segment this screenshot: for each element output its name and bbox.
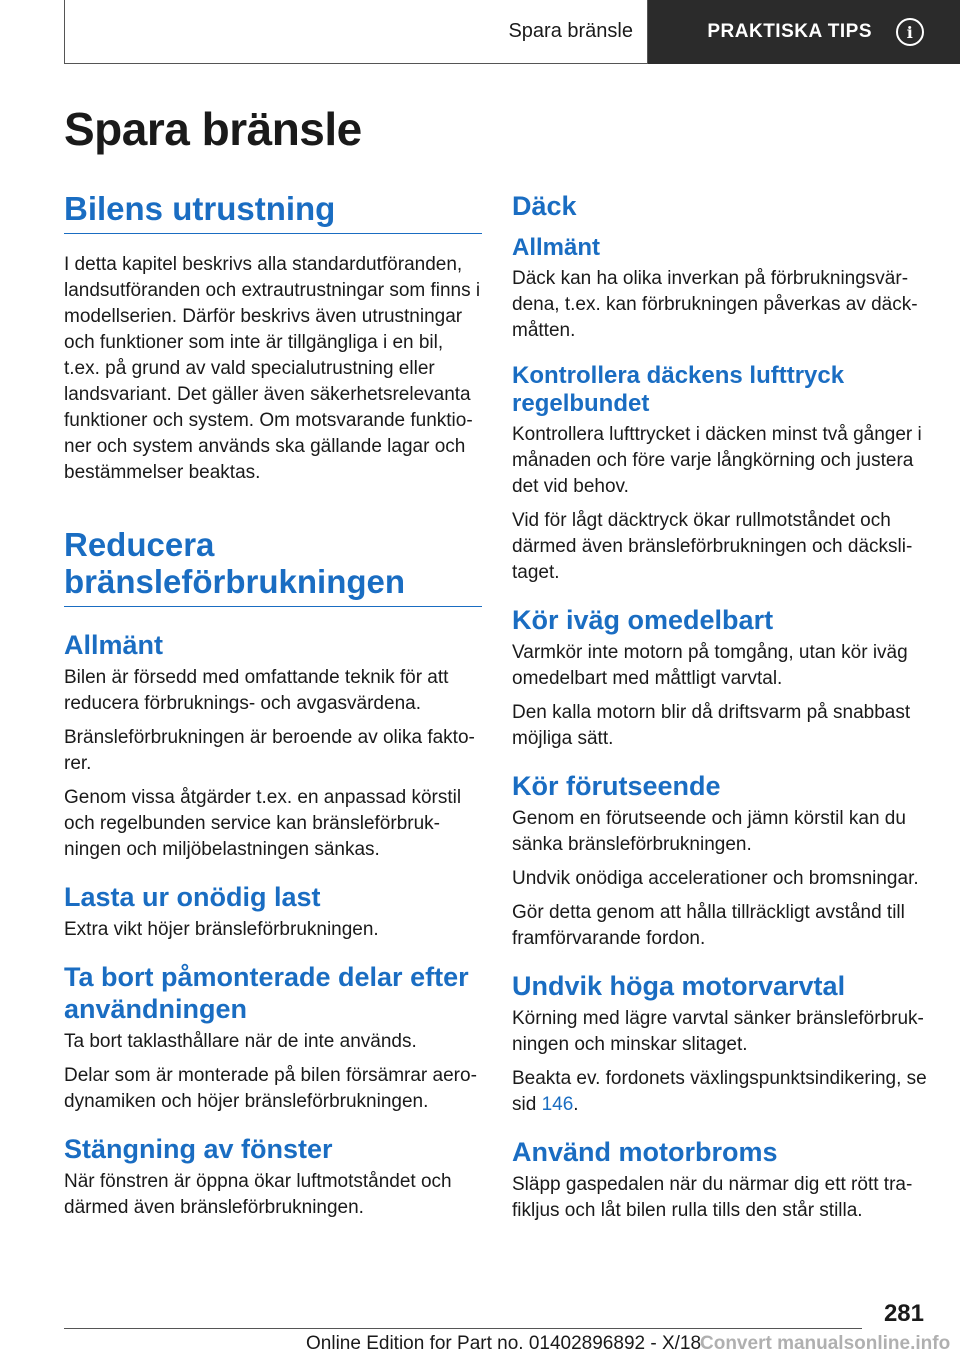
paragraph: Körning med lägre varvtal sänker bränsleförbrukningen och minskar slitaget. — [512, 1008, 924, 1055]
subheading-stangning: Stängning av fönster — [64, 1134, 333, 1164]
subheading-motorbroms: Använd motorbroms — [512, 1137, 778, 1167]
paragraph: Kontrollera lufttrycket i däcken minst två gånger i månaden och före varje långkörning och justera det vid behov. — [512, 424, 922, 497]
paragraph: Släpp gaspedalen när du närmar dig ett rött trafikljus och låt bilen rulla tills den står stilla. — [512, 1174, 913, 1221]
footer-edition: Online Edition for Part no. 01402896892 - X/18 — [306, 1333, 702, 1354]
subheading-kontrollera: Kontrollera däckens lufttryck regelbundet — [512, 362, 845, 417]
subheading-lasta: Lasta ur onödig last — [64, 882, 321, 912]
section-title-dack: Däck — [512, 191, 577, 221]
subheading-allmant: Allmänt — [64, 630, 164, 660]
left-column — [64, 190, 482, 1229]
header-category-label: PRAKTISKA TIPS — [707, 21, 872, 42]
paragraph: I detta kapitel beskrivs alla standardutföranden, landsutföranden och extrautrustningar som finns i modellserien. Därför beskrivs även utrustningar och funktioner som inte är tillgängliga i en bil, t.ex. på grund av vald specialutrustning eller landsvariant. Det gäller även säkerhetsrelevanta funktioner och system. Om motsvarande funktioner och system används ska gällande lagar och bestämmelser beaktas. — [64, 254, 481, 483]
section-title-bilens-utrustning: Bilens utrustning — [64, 190, 482, 234]
footer-divider — [64, 1328, 862, 1329]
watermark: Convert manualsonline.info — [700, 1333, 951, 1354]
subheading-kor-ivag: Kör iväg omedelbart — [512, 605, 774, 635]
header-section-tab — [64, 0, 648, 64]
page-number: 281 — [883, 1300, 924, 1327]
right-column — [512, 190, 932, 1232]
paragraph: Genom vissa åtgärder t.ex. en anpassad körstil och regelbunden service kan bränsleförbrukningen och miljöbelastningen sänkas. — [64, 787, 462, 860]
paragraph: Vid för lågt däcktryck ökar rullmotståndet och därmed även bränsleförbrukningen och däckslitaget. — [512, 510, 913, 583]
subheading-ta-bort: Ta bort påmonterade delar efter användningen — [64, 962, 469, 1024]
info-icon: i — [896, 18, 924, 46]
subheading-dack-allmant: Allmänt — [512, 234, 601, 261]
header-category-tab — [648, 0, 960, 64]
paragraph: Extra vikt höjer bränsleförbrukningen. — [64, 919, 379, 940]
paragraph: Beakta ev. fordonets växlingspunktsindikering, se sid 146. — [512, 1068, 927, 1115]
paragraph: Delar som är monterade på bilen försämrar aerodynamiken och höjer bränsleförbrukningen. — [64, 1065, 477, 1112]
paragraph: Bilen är försedd med omfattande teknik för att reducera förbruknings- och avgasvärdena. — [64, 667, 449, 714]
paragraph: Den kalla motorn blir då driftsvarm på snabbast möjliga sätt. — [512, 702, 911, 749]
paragraph: När fönstren är öppna ökar luftmotståndet och därmed även bränsleförbrukningen. — [64, 1171, 452, 1218]
section-title-reducera: Reducera bränsleförbrukningen — [64, 526, 482, 607]
header-section-label: Spara bränsle — [508, 20, 633, 42]
paragraph: Undvik onödiga accelerationer och bromsningar. — [512, 868, 919, 889]
page-title: Spara bränsle — [64, 103, 362, 155]
subheading-kor-forutseende: Kör förutseende — [512, 771, 721, 801]
paragraph: Genom en förutseende och jämn körstil kan du sänka bränsleförbrukningen. — [512, 808, 906, 855]
paragraph: Gör detta genom att hålla tillräckligt avstånd till framförvarande fordon. — [512, 902, 905, 949]
paragraph: Bränsleförbrukningen är beroende av olika faktorer. — [64, 727, 475, 774]
paragraph: Ta bort taklasthållare när de inte används. — [64, 1031, 417, 1052]
subheading-undvik: Undvik höga motorvarvtal — [512, 971, 846, 1001]
paragraph: Varmkör inte motorn på tomgång, utan kör iväg omedelbart med måttligt varvtal. — [512, 642, 908, 689]
page-reference-link[interactable]: 146 — [541, 1094, 574, 1115]
paragraph: Däck kan ha olika inverkan på förbrukningsvärdena, t.ex. kan förbrukningen påverkas av däckmåtten. — [512, 268, 918, 341]
